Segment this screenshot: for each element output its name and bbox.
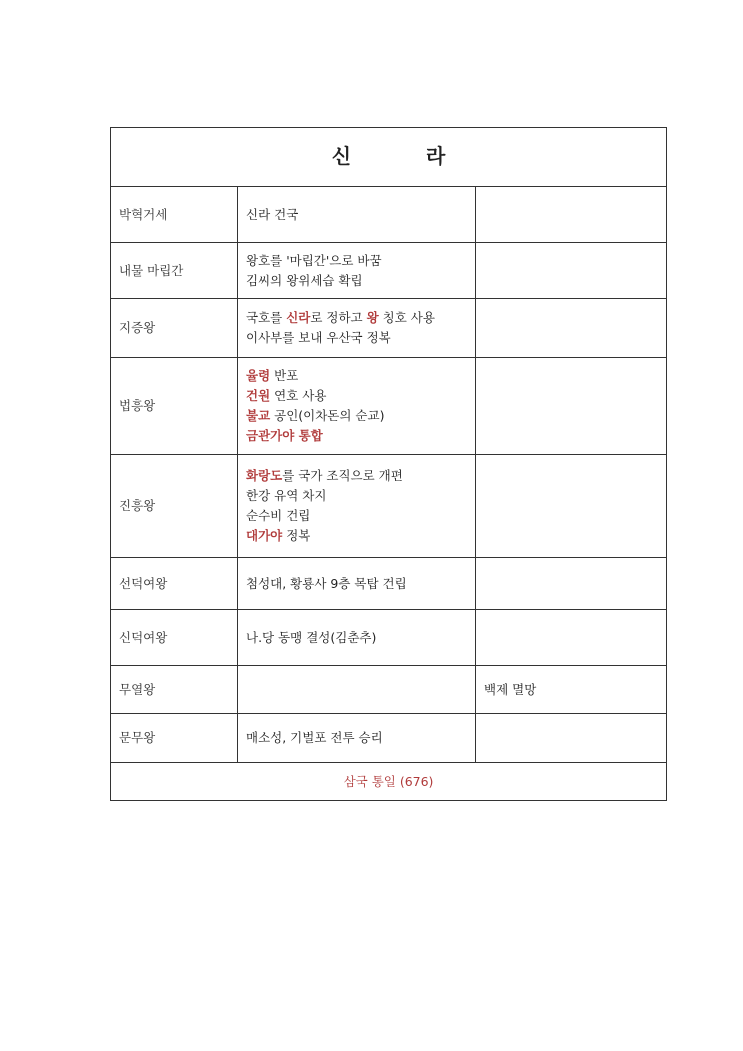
event-text: 국호를 <box>246 310 287 325</box>
silla-table <box>110 127 667 801</box>
page-title: 신 라 <box>331 143 480 168</box>
highlight-term: 금관가야 통합 <box>246 428 323 443</box>
king-name: 무열왕 <box>111 666 238 714</box>
event-text: 왕호를 '마립간'으로 바꿈 <box>246 252 382 268</box>
title-row <box>111 128 667 187</box>
note-cell <box>476 455 667 558</box>
highlight-term: 건원 <box>246 388 271 403</box>
event-line <box>246 251 467 271</box>
event-text: 연호 사용 <box>270 388 327 403</box>
events-cell <box>238 455 476 558</box>
event-line <box>246 205 467 225</box>
events-cell <box>238 358 476 455</box>
table-row <box>111 187 667 243</box>
event-line <box>246 366 467 386</box>
event-line <box>246 574 467 594</box>
event-text: 신라 건국 <box>246 206 299 222</box>
event-text: 매소성, 기벌포 전투 승리 <box>246 730 383 745</box>
footer-row <box>111 763 667 801</box>
event-text: 정복 <box>282 528 311 543</box>
event-line <box>246 328 467 348</box>
events-cell <box>238 187 476 243</box>
event-text: 김씨의 왕위세습 확립 <box>246 272 363 288</box>
events-cell <box>238 299 476 358</box>
event-text: 로 정하고 <box>310 310 367 325</box>
highlight-term: 신라 <box>286 310 311 325</box>
king-name: 지증왕 <box>111 299 238 358</box>
event-line <box>246 466 467 486</box>
king-name: 내물 마립간 <box>111 243 238 299</box>
table-row <box>111 358 667 455</box>
table-row <box>111 610 667 666</box>
event-text: 순수비 건립 <box>246 508 311 523</box>
event-text: 이사부를 보내 우산국 정복 <box>246 330 391 345</box>
title-cell <box>111 128 667 187</box>
note-cell <box>476 187 667 243</box>
event-line <box>246 308 467 328</box>
event-text: 칭호 사용 <box>378 310 435 325</box>
king-name: 선덕여왕 <box>111 558 238 610</box>
note-cell <box>476 358 667 455</box>
highlight-term: 왕 <box>366 310 379 325</box>
event-text: 를 국가 조직으로 개편 <box>282 468 403 483</box>
note-cell <box>476 558 667 610</box>
note-cell: 백제 멸망 <box>476 666 667 714</box>
highlight-term: 율령 <box>246 368 271 383</box>
event-line <box>246 426 467 446</box>
event-text: 반포 <box>270 368 299 383</box>
note-cell <box>476 299 667 358</box>
king-name: 박혁거세 <box>111 187 238 243</box>
event-line <box>246 506 467 526</box>
highlight-term: 불교 <box>246 408 271 423</box>
event-text: 첨성대, 황룡사 9층 목탑 건립 <box>246 575 407 591</box>
event-line <box>246 406 467 426</box>
table-row <box>111 243 667 299</box>
events-cell <box>238 610 476 666</box>
king-name: 문무왕 <box>111 714 238 763</box>
events-cell <box>238 243 476 299</box>
event-text: 한강 유역 차지 <box>246 488 327 503</box>
note-cell <box>476 714 667 763</box>
event-line <box>246 271 467 291</box>
highlight-term: 화랑도 <box>246 468 283 483</box>
unification-footer: 삼국 통일 (676) <box>111 763 667 801</box>
event-line <box>246 628 467 648</box>
event-line <box>246 728 467 748</box>
king-name: 신덕여왕 <box>111 610 238 666</box>
king-name: 진흥왕 <box>111 455 238 558</box>
note-cell <box>476 243 667 299</box>
event-line <box>246 386 467 406</box>
highlight-term: 대가야 <box>246 528 283 543</box>
event-text: 나.당 동맹 결성(김춘추) <box>246 629 377 645</box>
table-row <box>111 455 667 558</box>
king-name: 법흥왕 <box>111 358 238 455</box>
table-row <box>111 558 667 610</box>
table-row <box>111 299 667 358</box>
event-text: 공인(이차돈의 순교) <box>270 408 385 423</box>
table-row <box>111 666 667 714</box>
event-line <box>246 486 467 506</box>
note-cell <box>476 610 667 666</box>
events-cell <box>238 558 476 610</box>
event-line <box>246 526 467 546</box>
events-cell <box>238 666 476 714</box>
table-row <box>111 714 667 763</box>
events-cell <box>238 714 476 763</box>
